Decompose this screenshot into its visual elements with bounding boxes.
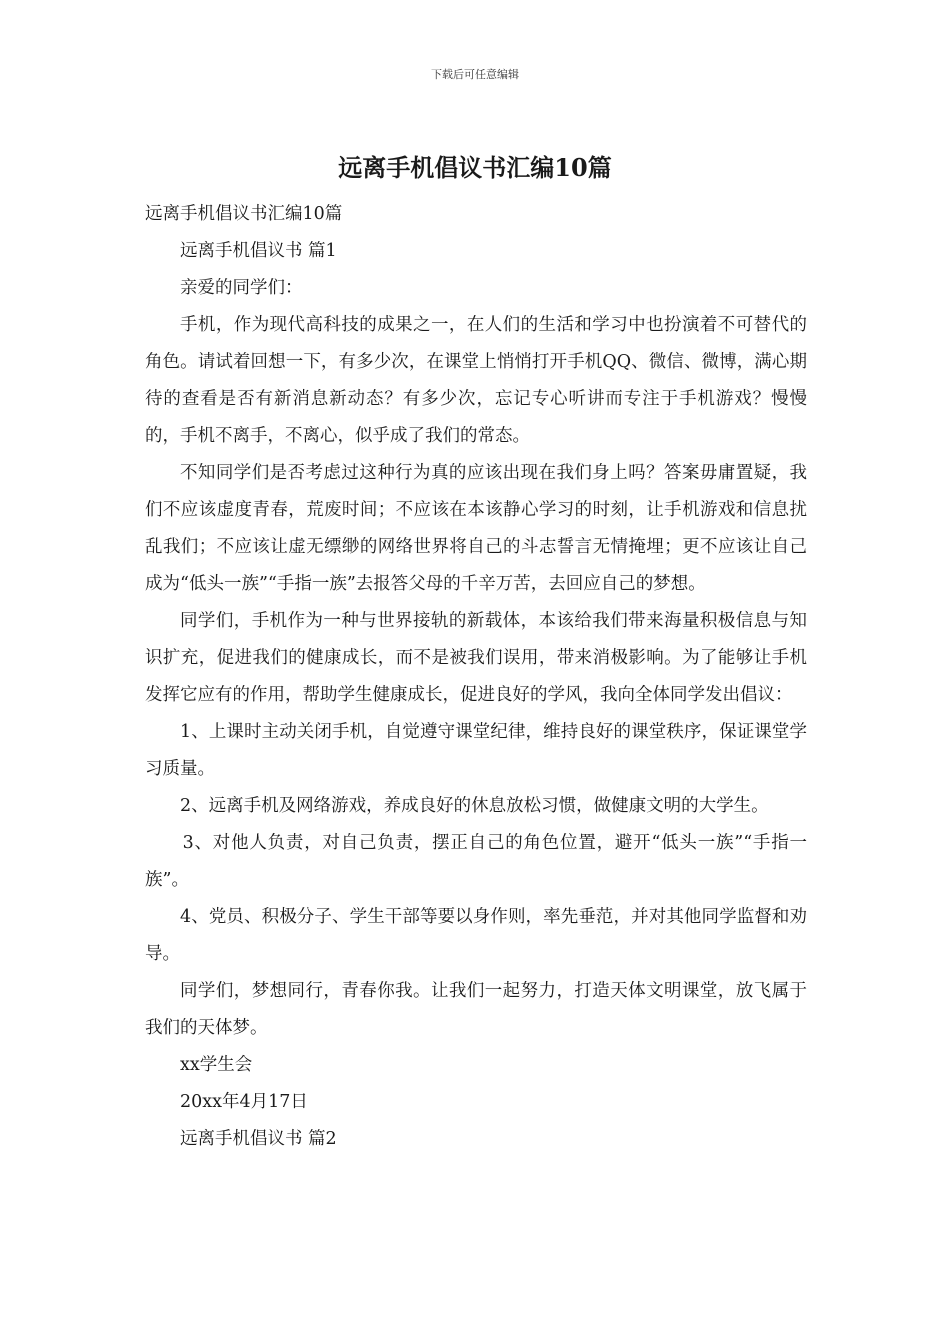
paragraph-proposal: 同学们，手机作为一种与世界接轨的新载体，本该给我们带来海量积极信息与知识扩充，促进我们的健康成长，而不是被我们误用，带来消极影响。为了能够让手机发挥它应有的作用，帮助学生健康成长，促进良好的学风，我向全体同学发出倡议： (145, 611, 807, 705)
signature-date: 20xx年4月17日 (180, 1092, 308, 1112)
subtitle-line: 远离手机倡议书汇编10篇 (145, 204, 343, 224)
salutation: 亲爱的同学们： (180, 278, 303, 298)
section-heading-1: 远离手机倡议书 篇1 (180, 241, 337, 261)
proposal-item-2: 2、远离手机及网络游戏，养成良好的休息放松习惯，做健康文明的大学生。 (180, 796, 769, 816)
header-note: 下载后可任意编辑 (431, 68, 519, 81)
proposal-item-1: 1、上课时主动关闭手机，自觉遵守课堂纪律，维持良好的课堂秩序，保证课堂学习质量。 (145, 722, 807, 779)
section-heading-2: 远离手机倡议书 篇2 (180, 1129, 337, 1149)
document-title: 远离手机倡议书汇编10篇 (338, 153, 612, 182)
paragraph-closing: 同学们，梦想同行，青春你我。让我们一起努力，打造天体文明课堂，放飞属于我们的天体梦。 (145, 981, 807, 1038)
paragraph-reflection: 不知同学们是否考虑过这种行为真的应该出现在我们身上吗？答案毋庸置疑，我们不应该虚度青春，荒废时间；不应该在本该静心学习的时刻，让手机游戏和信息扰乱我们；不应该让虚无缥缈的网络世界将自己的斗志誓言无情掩埋；更不应该让自己成为“低头一族”“手指一族”去报答父母的千辛万苦，去回应自己的梦想。 (145, 463, 807, 594)
proposal-item-4: 4、党员、积极分子、学生干部等要以身作则，率先垂范，并对其他同学监督和劝导。 (145, 907, 807, 964)
signature-organization: xx学生会 (180, 1055, 253, 1075)
document-body (145, 196, 807, 1158)
proposal-item-3: 3、对他人负责，对自己负责，摆正自己的角色位置，避开“低头一族”“手指一族”。 (145, 833, 807, 890)
paragraph-intro: 手机，作为现代高科技的成果之一，在人们的生活和学习中也扮演着不可替代的角色。请试着回想一下，有多少次，在课堂上悄悄打开手机QQ、微信、微博，满心期待的查看是否有新消息新动态？有多少次，忘记专心听讲而专注于手机游戏？慢慢的，手机不离手，不离心，似乎成了我们的常态。 (145, 315, 807, 446)
